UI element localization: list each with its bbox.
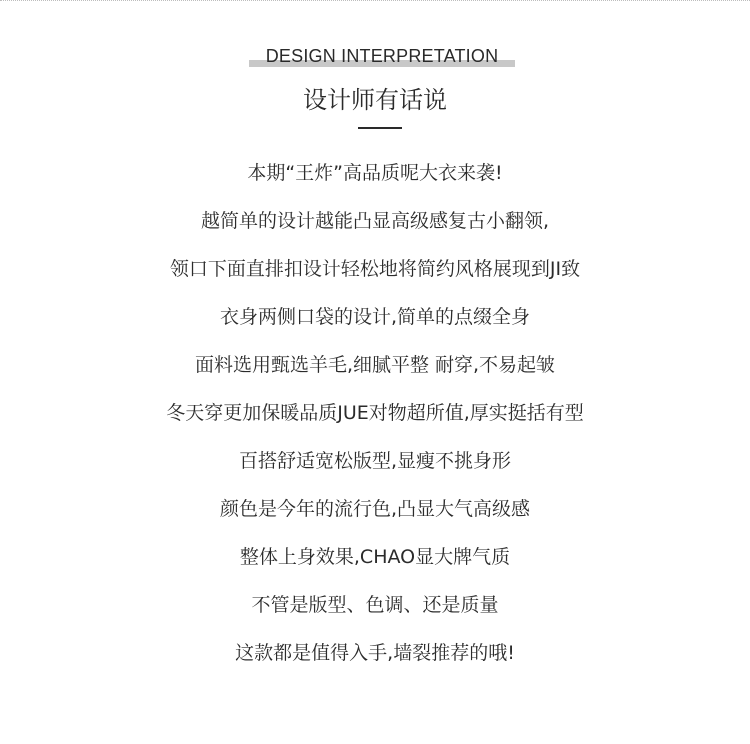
description-line: 不管是版型、色调、还是质量 bbox=[251, 594, 499, 616]
description-line: 领口下面直排扣设计轻松地将简约风格展现到JI致 bbox=[169, 258, 581, 280]
eyebrow-label bbox=[249, 44, 515, 68]
page-title: 设计师有话说 bbox=[303, 86, 447, 114]
description-line: 颜色是今年的流行色,凸显大气高级感 bbox=[219, 498, 531, 520]
description-line: 百搭舒适宽松版型,显瘦不挑身形 bbox=[238, 450, 512, 472]
description-lines bbox=[0, 158, 750, 686]
section-header bbox=[0, 0, 750, 140]
description-line: 面料选用甄选羊毛,细腻平整 耐穿,不易起皱 bbox=[194, 354, 556, 376]
description-line: 衣身两侧口袋的设计,简单的点缀全身 bbox=[219, 306, 531, 328]
description-line: 冬天穿更加保暖品质JUE对物超所值,厚实挺括有型 bbox=[166, 402, 584, 424]
description-line: 越简单的设计越能凸显高级感复古小翻领, bbox=[200, 210, 550, 232]
description-line: 这款都是值得入手,墙裂推荐的哦! bbox=[235, 642, 515, 664]
description-line: 整体上身效果,CHAO显大牌气质 bbox=[239, 546, 511, 568]
title-divider bbox=[358, 127, 402, 129]
eyebrow-text: DESIGN INTERPRETATION bbox=[265, 46, 499, 66]
description-line: 本期“王炸”高品质呢大衣来袭! bbox=[247, 162, 503, 184]
